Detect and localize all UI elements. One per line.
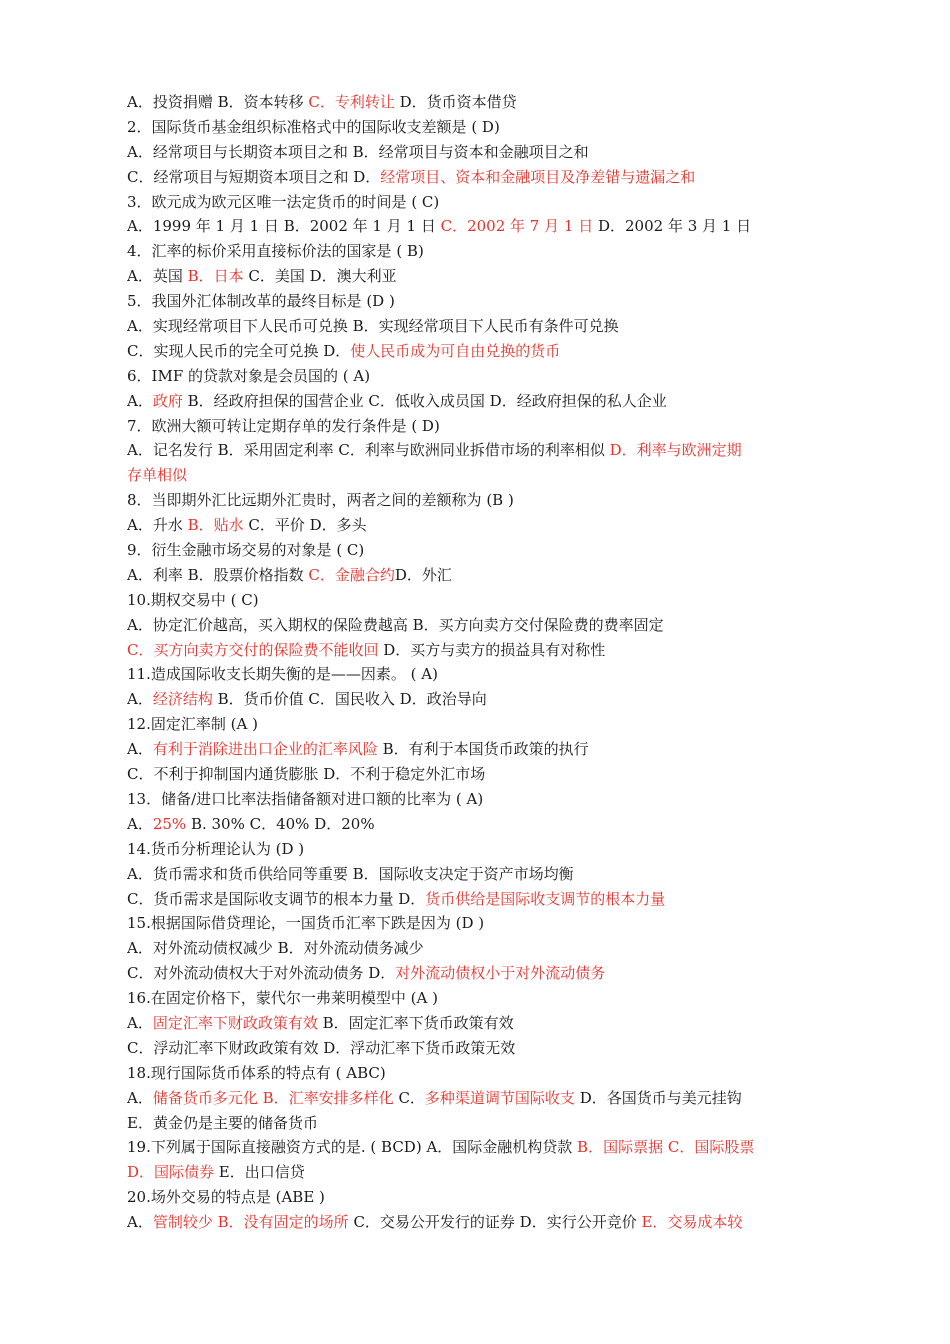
question-text: B. 30% C．40% D．20% bbox=[186, 814, 375, 833]
answer-text: C．专利转让 bbox=[308, 93, 395, 111]
answer-text: D．利率与欧洲定期 bbox=[609, 441, 742, 460]
question-text: D．买方与卖方的损益具有对称性 bbox=[378, 640, 606, 659]
text-line bbox=[127, 662, 827, 687]
text-line bbox=[127, 339, 827, 364]
question-text: 20.场外交易的特点是 (ABE ) bbox=[127, 1188, 325, 1207]
question-text: A． bbox=[127, 690, 153, 709]
answer-text: 固定汇率下财政政策有效 bbox=[152, 1013, 318, 1032]
question-text: A． bbox=[127, 814, 153, 833]
question-text: 12.固定汇率制 (A ) bbox=[127, 715, 258, 734]
answer-text: 多种渠道调节国际收支 bbox=[424, 1088, 575, 1107]
text-line bbox=[127, 1036, 827, 1061]
text-line bbox=[127, 389, 827, 414]
question-text: B．经政府担保的国营企业 C．低收入成员国 D．经政府担保的私人企业 bbox=[182, 391, 667, 410]
answer-text: B．日本 bbox=[187, 267, 244, 286]
text-line bbox=[127, 1185, 827, 1210]
text-line bbox=[127, 364, 827, 389]
question-text: 9．衍生金融市场交易的对象是 ( C) bbox=[127, 541, 365, 560]
answer-text: 使人民币成为可自由兑换的货币 bbox=[350, 341, 561, 360]
question-text: B．货币价值 C．国民收入 D．政治导向 bbox=[212, 690, 487, 709]
question-text: 5．我国外汇体制改革的最终目标是 (D ) bbox=[127, 292, 395, 311]
question-text: A． bbox=[127, 1088, 153, 1107]
text-line bbox=[127, 90, 827, 115]
text-line bbox=[127, 1135, 827, 1160]
question-text: 10.期权交易中 ( C) bbox=[127, 590, 259, 609]
question-text: C．货币需求是国际收支调节的根本力量 D． bbox=[127, 889, 426, 908]
text-line bbox=[127, 911, 827, 936]
question-text: D．外汇 bbox=[394, 565, 452, 584]
answer-text: B．没有固定的场所 bbox=[217, 1213, 349, 1232]
question-text: 4．汇率的标价采用直接标价法的国家是 ( B) bbox=[127, 242, 424, 261]
question-text: D．货币资本借贷 bbox=[394, 93, 517, 111]
question-text: A．记名发行 B．采用固定利率 C．利率与欧洲同业拆借市场的利率相似 bbox=[127, 441, 610, 460]
text-line bbox=[127, 538, 827, 563]
text-line bbox=[127, 414, 827, 439]
answer-text: 储备货币多元化 bbox=[152, 1088, 258, 1107]
question-text: 6．IMF 的贷款对象是会员国的 ( A) bbox=[127, 366, 371, 385]
question-text: A．利率 B．股票价格指数 bbox=[127, 565, 309, 584]
question-text: 11.造成国际收支长期失衡的是——因素。 ( A) bbox=[127, 665, 438, 684]
question-text: A．实现经常项目下人民币可兑换 B．实现经常项目下人民币有条件可兑换 bbox=[127, 317, 619, 336]
answer-text: 经常项目、资本和金融项目及净差错与遗漏之和 bbox=[380, 167, 696, 186]
answer-text: B．汇率安排多样化 bbox=[262, 1088, 394, 1107]
question-text: A．升水 bbox=[127, 516, 188, 535]
question-text: C．经常项目与短期资本项目之和 D． bbox=[127, 167, 381, 186]
text-line bbox=[127, 214, 827, 239]
question-text: C．浮动汇率下财政政策有效 D．浮动汇率下货币政策无效 bbox=[127, 1038, 516, 1057]
text-line bbox=[127, 936, 827, 961]
question-text: A．1999 年 1 月 1 日 B．2002 年 1 月 1 日 bbox=[127, 217, 441, 236]
text-line bbox=[127, 638, 827, 663]
answer-text: 25% bbox=[152, 814, 187, 833]
text-line bbox=[127, 190, 827, 215]
question-text: 13．储备/进口比率法指储备额对进口额的比率为 ( A) bbox=[127, 789, 484, 808]
text-line bbox=[127, 563, 827, 588]
answer-text: D．国际债券 bbox=[127, 1163, 215, 1182]
text-line bbox=[127, 812, 827, 837]
text-line bbox=[127, 613, 827, 638]
text-line bbox=[127, 1011, 827, 1036]
text-line bbox=[127, 289, 827, 314]
answer-text: 对外流动债权小于对外流动债务 bbox=[395, 964, 606, 983]
question-text: D．各国货币与美元挂钩 bbox=[574, 1088, 742, 1107]
question-text: D．2002 年 3 月 1 日 bbox=[593, 217, 752, 236]
answer-text: 存单相似 bbox=[127, 466, 188, 485]
text-line bbox=[127, 1111, 827, 1136]
question-text: C． bbox=[393, 1088, 425, 1107]
question-text: 3．欧元成为欧元区唯一法定货币的时间是 ( C) bbox=[127, 192, 440, 211]
question-text: A． bbox=[127, 391, 153, 410]
question-text: A．英国 bbox=[127, 267, 188, 286]
text-line bbox=[127, 1061, 827, 1086]
answer-text: 货币供给是国际收支调节的根本力量 bbox=[425, 889, 666, 908]
text-line bbox=[127, 513, 827, 538]
question-text: A．协定汇价越高，买入期权的保险费越高 B．买方向卖方交付保险费的费率固定 bbox=[127, 615, 664, 634]
text-line bbox=[127, 115, 827, 140]
text-line bbox=[127, 862, 827, 887]
answer-text: 经济结构 bbox=[152, 690, 213, 709]
answer-text: C．金融合约 bbox=[308, 565, 395, 584]
question-text: 16.在固定价格下，蒙代尔一弗莱明模型中 (A ) bbox=[127, 989, 438, 1008]
text-line bbox=[127, 239, 827, 264]
text-line bbox=[127, 687, 827, 712]
text-line bbox=[127, 1210, 827, 1235]
question-text: 18.现行国际货币体系的特点有 ( ABC) bbox=[127, 1063, 386, 1082]
question-text: C．不利于抑制国内通货膨胀 D．不利于稳定外汇市场 bbox=[127, 765, 486, 784]
text-line bbox=[127, 140, 827, 165]
text-line bbox=[127, 1086, 827, 1111]
text-line bbox=[127, 1160, 827, 1185]
question-text: A．对外流动债权减少 B．对外流动债务减少 bbox=[127, 939, 424, 958]
question-text: 14.货币分析理论认为 (D ) bbox=[127, 839, 305, 858]
question-text: A．货币需求和货币供给同等重要 B．国际收支决定于资产市场均衡 bbox=[127, 864, 574, 883]
question-text: E．出口信贷 bbox=[214, 1163, 305, 1182]
text-line bbox=[127, 737, 827, 762]
answer-text: 有利于消除进出口企业的汇率风险 bbox=[152, 740, 378, 759]
answer-text: C．2002 年 7 月 1 日 bbox=[440, 217, 594, 236]
text-line bbox=[127, 986, 827, 1011]
question-text: E．黄金仍是主要的储备货币 bbox=[127, 1113, 318, 1132]
text-line bbox=[127, 837, 827, 862]
question-text: A． bbox=[127, 1213, 153, 1232]
text-line bbox=[127, 438, 827, 463]
text-line bbox=[127, 264, 827, 289]
text-line bbox=[127, 165, 827, 190]
answer-text: B．贴水 bbox=[187, 516, 244, 535]
question-text: 8．当即期外汇比远期外汇贵时，两者之间的差额称为 (B ) bbox=[127, 491, 514, 510]
text-line bbox=[127, 887, 827, 912]
question-text: B．固定汇率下货币政策有效 bbox=[317, 1013, 514, 1032]
text-line bbox=[127, 463, 827, 488]
question-text: 19.下列属于国际直接融资方式的是. ( BCD) A．国际金融机构贷款 bbox=[127, 1138, 578, 1157]
question-text: C．交易公开发行的证券 D．实行公开竞价 bbox=[348, 1213, 642, 1232]
text-line bbox=[127, 588, 827, 613]
text-line bbox=[127, 961, 827, 986]
question-text: C．对外流动债权大于对外流动债务 D． bbox=[127, 964, 396, 983]
answer-text: E．交易成本较 bbox=[641, 1213, 743, 1232]
text-line bbox=[127, 488, 827, 513]
document-body bbox=[127, 90, 827, 1235]
text-line bbox=[127, 787, 827, 812]
answer-text: 政府 bbox=[152, 391, 183, 410]
answer-text: 管制较少 bbox=[152, 1213, 213, 1232]
answer-text: C．买方向卖方交付的保险费不能收回 bbox=[127, 640, 379, 659]
text-line bbox=[127, 712, 827, 737]
question-text: C．实现人民币的完全可兑换 D． bbox=[127, 341, 351, 360]
question-text: C．平价 D．多头 bbox=[243, 516, 367, 535]
text-line bbox=[127, 762, 827, 787]
question-text: 2．国际货币基金组织标准格式中的国际收支差额是 ( D) bbox=[127, 117, 500, 136]
question-text: B．有利于本国货币政策的执行 bbox=[377, 740, 589, 759]
question-text: 7．欧洲大额可转让定期存单的发行条件是 ( D) bbox=[127, 416, 440, 435]
question-text: A．经常项目与长期资本项目之和 B．经常项目与资本和金融项目之和 bbox=[127, 142, 589, 161]
question-text: A．投资捐赠 B．资本转移 bbox=[127, 93, 309, 111]
question-text: A． bbox=[127, 1013, 153, 1032]
question-text: C．美国 D．澳大利亚 bbox=[243, 267, 397, 286]
question-text: 15.根据国际借贷理论，一国货币汇率下跌是因为 (D ) bbox=[127, 914, 485, 933]
answer-text: C．国际股票 bbox=[667, 1138, 755, 1157]
text-line bbox=[127, 314, 827, 339]
question-text: A． bbox=[127, 740, 153, 759]
answer-text: B．国际票据 bbox=[577, 1138, 664, 1157]
